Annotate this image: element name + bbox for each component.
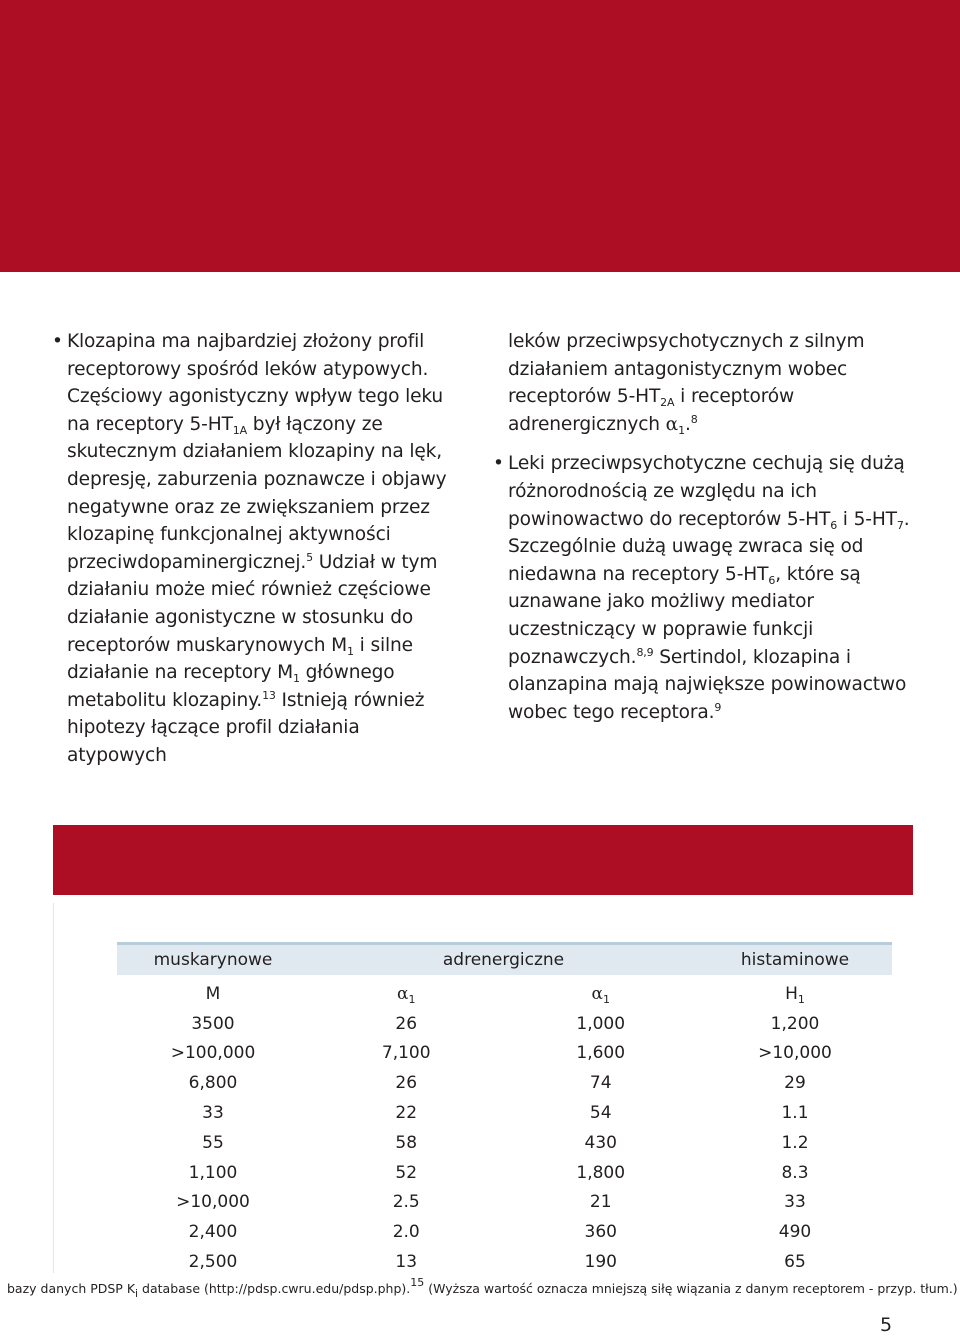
subheader-alpha1-a: $\alpha_1$ <box>309 977 503 1009</box>
table-row-label-column <box>54 903 116 1273</box>
table-cell: 1.1 <box>781 1103 809 1124</box>
continued-paragraph: leków przeciwpsychotycznych z silnym działaniem antagonistycznym wobec receptorów $5-HT_{2A}$ i receptorów adrenergicznych $\alpha_1.^8$ <box>508 331 865 437</box>
table-row <box>117 1247 892 1277</box>
bullet-paragraph-clozapine: • Klozapina ma najbardziej złożony profil receptorowy spośród leków atypowych. Częściowy agonistyczny wpływ tego leku na receptory $5-HT_{1A}$ był łączony ze skutecznym działaniem klozapiny na lęk, depresję, zaburzenia poznawcze i objawy negatywne oraz ze zwiększaniem przez klozapinę funkcjonalnej aktywności przeciwdopaminergicznej.$^5$ Udział w tym działaniu może mieć również częściowe działanie agonistyczne w stosunku do receptorów muskarynowych $M_1$ i silne działanie na receptory $M_1$ głównego metabolitu klozapiny.$^{13}$ Istnieją również hipotezy łączące profil działania atypowych <box>52 328 452 770</box>
subheader-m: M <box>117 977 309 1009</box>
table-cell: 360 <box>584 1222 617 1243</box>
table-cell: 490 <box>778 1222 812 1243</box>
table-cell: >10,000 <box>758 1043 832 1064</box>
table-cell: 1,200 <box>770 1013 820 1034</box>
table-row <box>117 1128 892 1158</box>
table-cell: >10,000 <box>176 1192 250 1213</box>
table-cell: 65 <box>784 1252 806 1273</box>
table-cell: 21 <box>589 1192 612 1213</box>
table-cell: 52 <box>395 1162 418 1183</box>
table-cell: 190 <box>584 1252 617 1273</box>
reference-marker: 8 <box>690 412 698 426</box>
table-cell: 2.0 <box>392 1222 420 1243</box>
bullet-icon: • <box>52 331 63 352</box>
table-cell: >100,000 <box>170 1043 256 1064</box>
table-row <box>117 1217 892 1247</box>
table-cell: 6,800 <box>188 1073 238 1094</box>
table-cell: 29 <box>784 1073 806 1094</box>
table-cell: 22 <box>395 1103 418 1124</box>
table-row <box>117 1188 892 1218</box>
table-title-bar <box>53 825 913 895</box>
table-cell: 7,100 <box>381 1043 431 1064</box>
table-cell: 2,500 <box>188 1252 238 1273</box>
reference-marker: 5 <box>306 550 313 564</box>
receptor-affinity-table <box>117 942 892 1277</box>
left-text-column <box>52 328 452 782</box>
table-cell: 13 <box>395 1252 418 1273</box>
table-cell: 3500 <box>191 1013 235 1034</box>
table-cell: 26 <box>395 1073 418 1094</box>
table-cell: 1,800 <box>576 1162 626 1183</box>
table-cell: 26 <box>395 1013 418 1034</box>
table-cell: 2,400 <box>188 1222 238 1243</box>
table-cell: 1,600 <box>576 1043 626 1064</box>
header-histamine: histaminowe <box>698 944 892 978</box>
reference-marker: 15 <box>410 1276 425 1289</box>
table-row <box>117 1039 892 1069</box>
table-cell: 430 <box>584 1132 617 1153</box>
table-row <box>117 1098 892 1128</box>
table-cell: 74 <box>589 1073 612 1094</box>
reference-marker: 13 <box>262 688 276 702</box>
subheader-alpha1-b: $\alpha_1$ <box>503 977 698 1009</box>
table-cell: 1.2 <box>781 1132 809 1153</box>
table-cell: 54 <box>589 1103 612 1124</box>
table-cell: 55 <box>202 1132 224 1153</box>
table-footnote: bazy danych PDSP $K_i$ database (http://pdsp.cwru.edu/pdsp.php).$^{15}$ (Wyższa wartość oznacza mniejszą siłę wiązania z danym receptorem - przyp. tłum.) <box>7 1276 958 1300</box>
table-row <box>117 1009 892 1039</box>
reference-marker: 8,9 <box>636 645 654 659</box>
header-adrenergic: adrenergiczne <box>309 944 698 978</box>
table-cell: 33 <box>784 1192 806 1213</box>
reference-marker: 9 <box>714 700 722 714</box>
subheader-h1: $H_1$ <box>698 977 892 1009</box>
bullet-icon: • <box>493 453 504 475</box>
table-row <box>117 1068 892 1098</box>
table-cell: 1,000 <box>576 1013 626 1034</box>
right-text-column <box>493 328 913 738</box>
top-red-banner <box>0 0 960 272</box>
table-group-header-row <box>117 944 892 978</box>
table-cell: 8.3 <box>781 1162 809 1183</box>
table-cell: 58 <box>395 1132 418 1153</box>
table-cell: 1,100 <box>188 1162 238 1183</box>
header-muscarinic: muskarynowe <box>117 944 309 978</box>
page-number: 5 <box>880 1314 893 1336</box>
table-cell: 2.5 <box>392 1192 420 1213</box>
table-subheader-row <box>117 977 892 1009</box>
table-row <box>117 1158 892 1188</box>
table-cell: 33 <box>202 1103 224 1124</box>
bullet-paragraph-5ht6: • Leki przeciwpsychotyczne cechują się dużą różnorodnością ze względu na ich powinowactwo do receptorów $5-HT_6$ i $5-HT_7$. Szczególnie dużą uwagę zwraca się od niedawna na receptory $5-HT_6$, które są uznawane jako możliwy mediator uczestniczący w poprawie funkcji poznawczych.$^{8,9}$ Sertindol, klozapina i olanzapina mają największe powinowactwo wobec tego receptora.$^9$ <box>493 450 913 726</box>
